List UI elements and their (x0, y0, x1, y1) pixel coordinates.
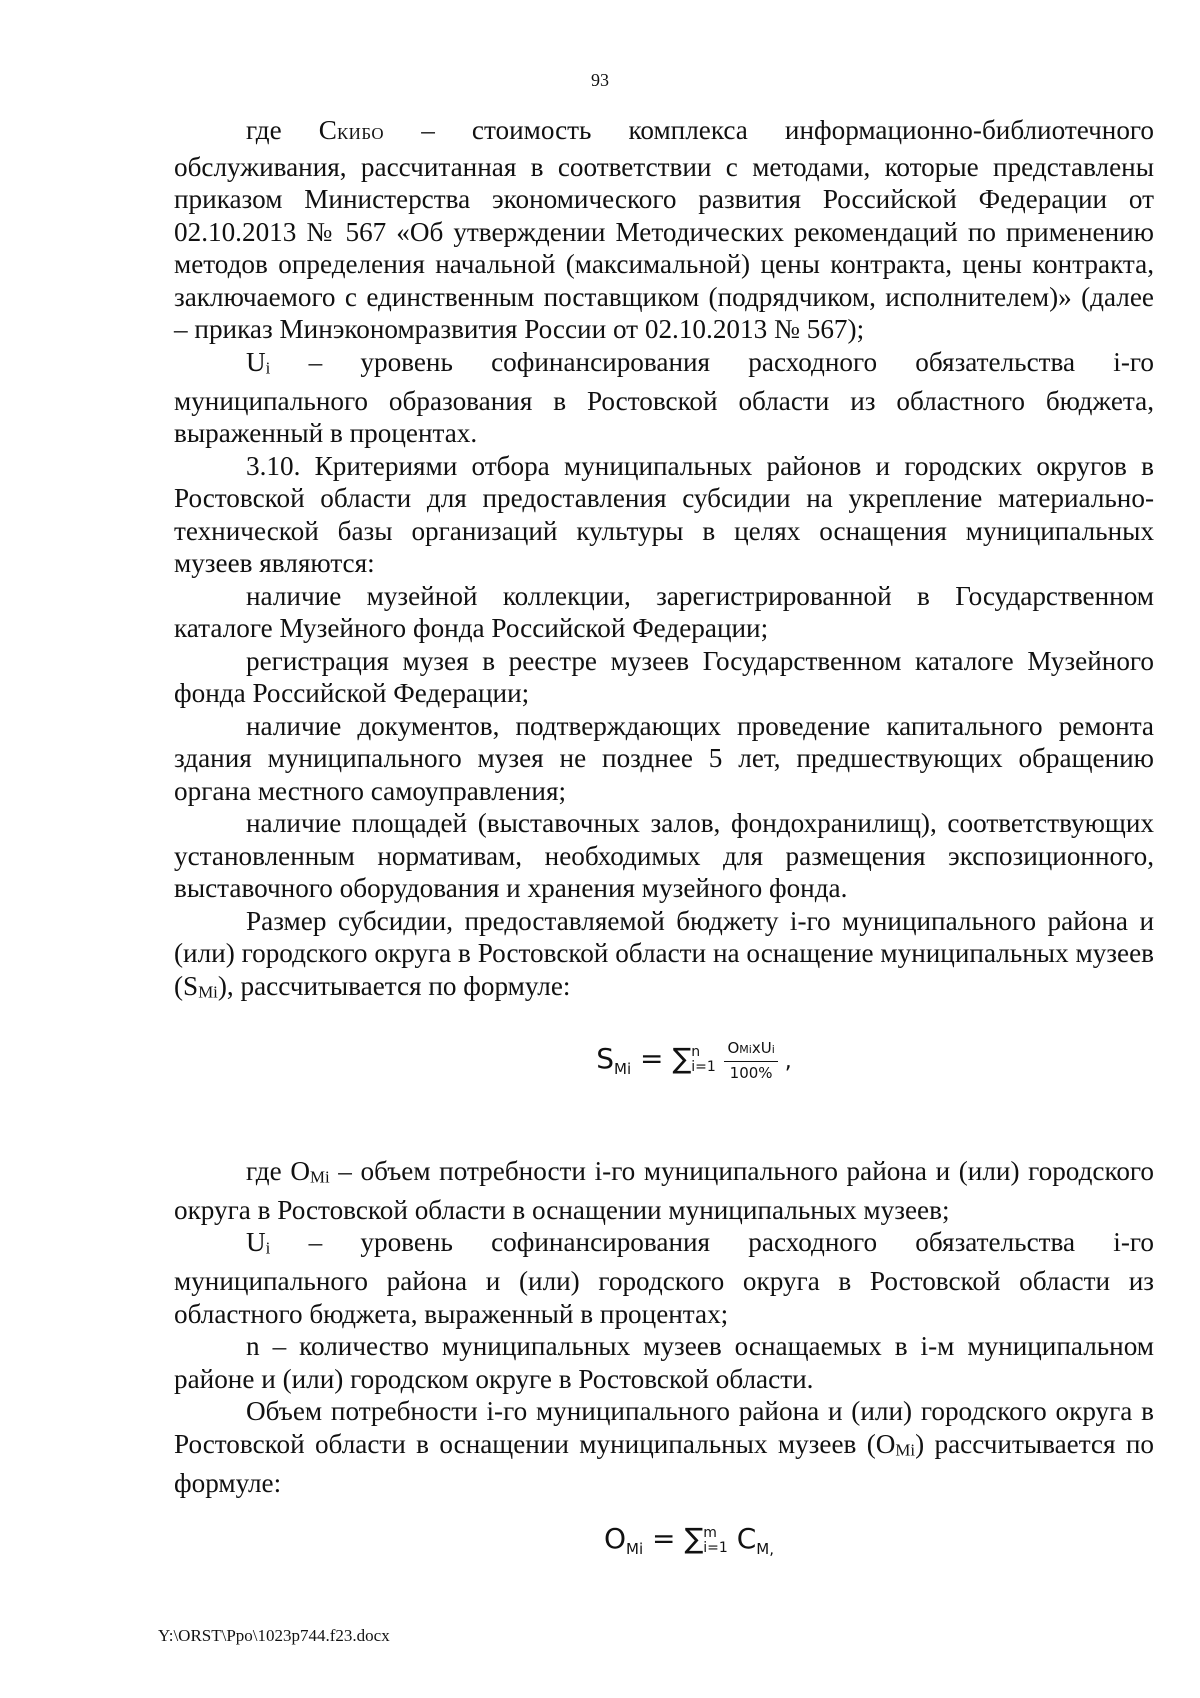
criterion-areas: наличие площадей (выставочных залов, фондохранилищ), соответствующих установленным нормативам, необходимых для размещения экспозиционного, выставочного оборудования и хранения музейного фонда. (174, 808, 1154, 904)
paragraph-n-definition: n – количество муниципальных музеев оснащаемых в i-м муниципальном районе и (или) городском округе в Ростовской области. (174, 1331, 1154, 1394)
formula-fraction: $\frac{\text{OMixUi}}{100\%}$ (724, 1037, 777, 1084)
paragraph-ui-definition: Ui – уровень софинансирования расходного обязательства i-го муниципального образования в Ростовской области из областного бюджета, выраженный в процентах. (174, 346, 1154, 449)
criterion-repair-documents: наличие документов, подтверждающих проведение капитального ремонта здания муниципального музея не позднее 5 лет, предшествующих обращению органа местного самоуправления; (174, 710, 1154, 806)
paragraph-omi-definition: где OMi – объем потребности i-го муниципального района и (или) городского округа в Ростовской области в оснащении муниципальных музеев; (174, 1155, 1154, 1225)
paragraph-ckibo-definition: где СКИБО – стоимость комплекса информационно-библиотечного обслуживания, рассчитанная в соответствии с методами, которые представлены приказом Министерства экономического развития Российской Федерации от 02.10.2013 № 567 «Об утверждении Методических рекомендаций по применению методов определения начальной (максимальной) цены контракта, цены контракта, заключаемого с единственным поставщиком (подрядчиком, исполнителем)» (далее – приказ Минэкономразвития России от 02.10.2013 № 567); (174, 115, 1154, 344)
criterion-collection: наличие музейной коллекции, зарегистрированной в Государственном каталоге Музейного фонда Российской Федерации; (174, 580, 1154, 644)
paragraph-ui-definition-2: Ui – уровень софинансирования расходного обязательства i-го муниципального района и (или) городского округа в Ростовской области из областного бюджета, выраженный в процентах; (174, 1227, 1154, 1329)
formula-smi: $S_{Mi}$ = ∑ n i=1 $\frac{\text{OMixUi}}{100\%}$ , (596, 1038, 792, 1082)
page-number: 93 (591, 70, 609, 90)
file-path-footer: Y:\ORST\Ppo\1023p744.f23.docx (158, 1626, 390, 1645)
paragraph-omi-formula-intro: Объем потребности i-го муниципального района и (или) городского округа в Ростовской области в оснащении муниципальных музеев (OMi) рассчитывается по формуле: (174, 1396, 1154, 1498)
criterion-registration: регистрация музея в реестре музеев Государственном каталоге Музейного фонда Российской Федерации; (174, 645, 1154, 709)
formula-omi: $O_{Mi}$ = ∑ m i=1 $C_{M,}$ (604, 1522, 774, 1559)
paragraph-criteria: 3.10. Критериями отбора муниципальных районов и городских округов в Ростовской области для предоставления субсидии на укрепление материально-технической базы организаций культуры в целях оснащения муниципальных музеев являются: (174, 450, 1154, 579)
document-body (174, 114, 1154, 1569)
paragraph-subsidy-size: Размер субсидии, предоставляемой бюджету i-го муниципального района и (или) городского округа в Ростовской области на оснащение муниципальных музеев (SMi), рассчитывается по формуле: (174, 905, 1154, 1002)
